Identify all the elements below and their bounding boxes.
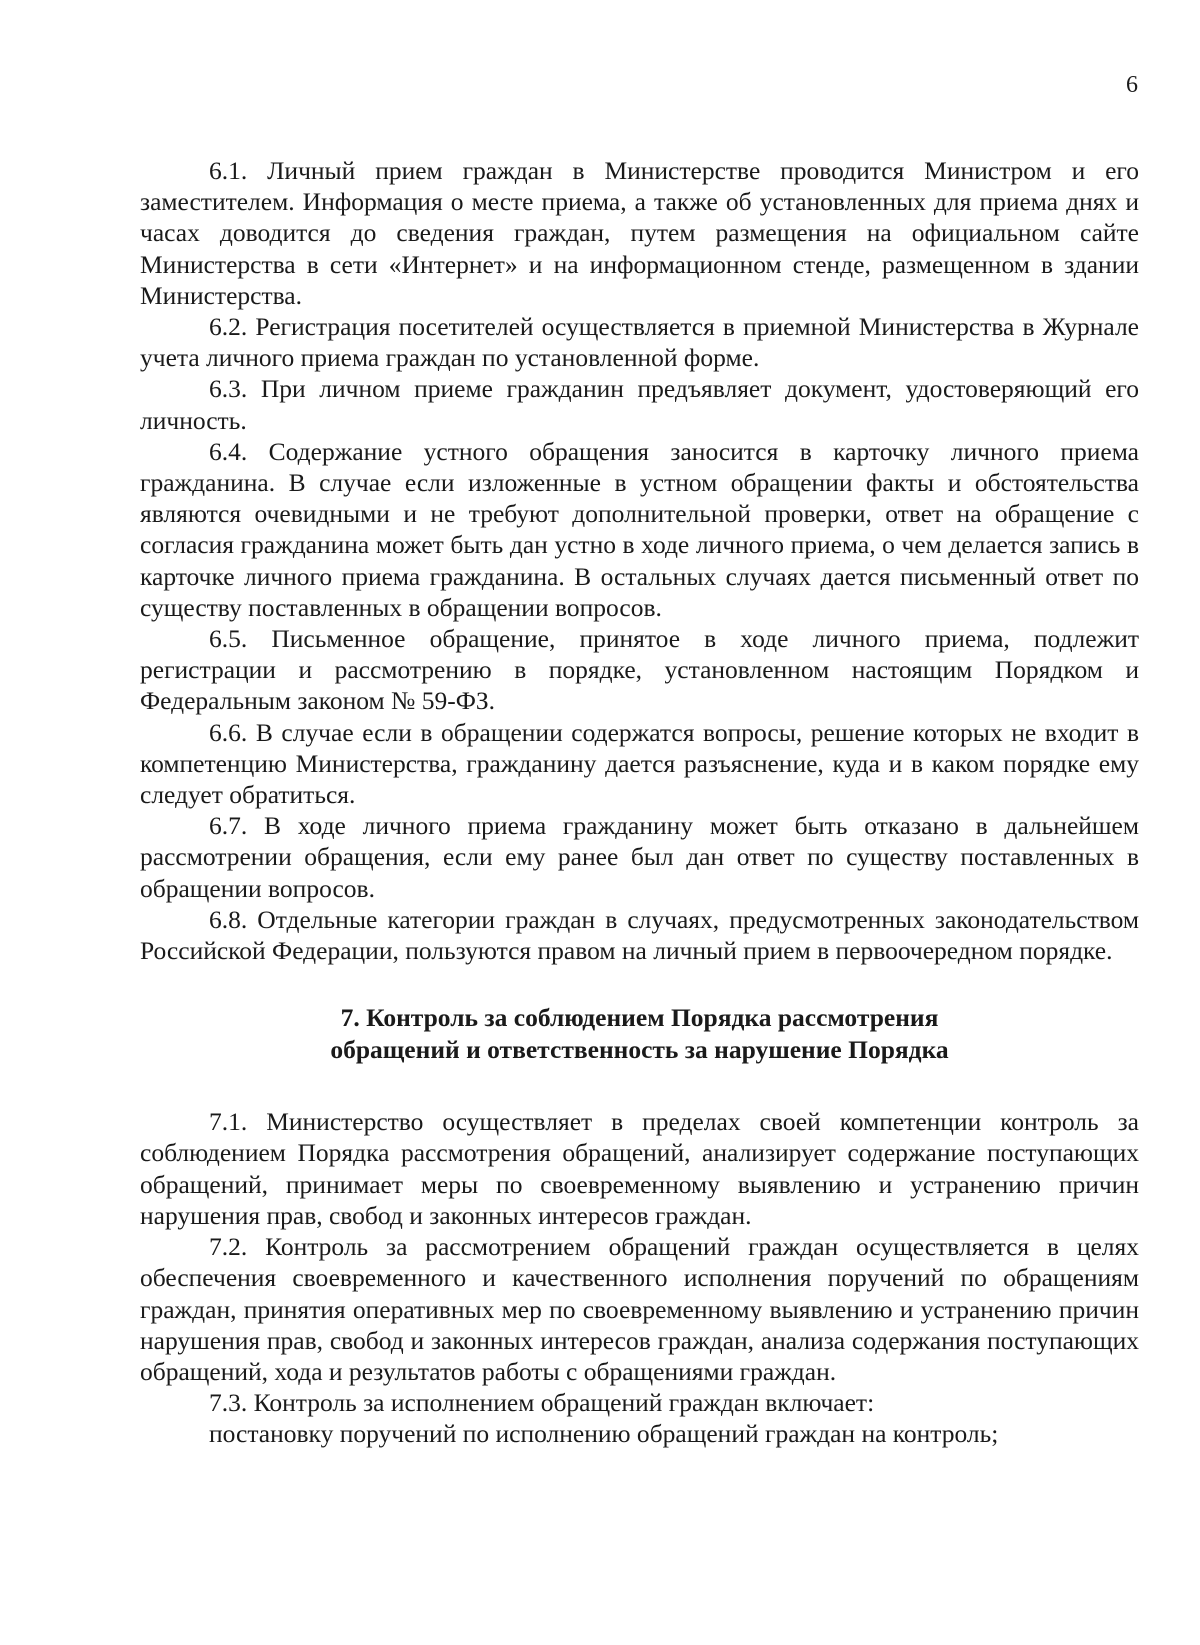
section-7-heading-line-1: 7. Контроль за соблюдением Порядка рассмотрения <box>340 1003 939 1033</box>
paragraph-6-6: 6.6. В случае если в обращении содержатся вопросы, решение которых не входит в компетенцию Министерства, гражданину дается разъяснение, куда и в каком порядке ему следует обратиться. <box>140 717 1139 810</box>
paragraph-6-7: 6.7. В ходе личного приема гражданину может быть отказано в дальнейшем рассмотрении обращения, если ему ранее был дан ответ по существу поставленных в обращении вопросов. <box>140 811 1139 903</box>
paragraph-7-3-item: постановку поручений по исполнению обращений граждан на контроль; <box>209 1419 999 1449</box>
paragraph-6-1: 6.1. Личный прием граждан в Министерстве проводится Министром и его заместителем. Информация о месте приема, а также об установленных для приема днях и часах доводится до сведения граждан, путем размещения на официальном сайте Министерства в сети «Интернет» и на информационном стенде, размещенном в здании Министерства. <box>140 156 1139 310</box>
paragraph-6-4: 6.4. Содержание устного обращения заносится в карточку личного приема гражданина. В случае если изложенные в устном обращении факты и обстоятельства являются очевидными и не требуют дополнительной проверки, ответ на обращение с согласия гражданина может быть дан устно в ходе личного приема, о чем делается запись в карточке личного приема гражданина. В остальных случаях дается письменный ответ по существу поставленных в обращении вопросов. <box>140 436 1139 622</box>
section-7-heading <box>140 1002 1139 1066</box>
paragraph-7-3: 7.3. Контроль за исполнением обращений граждан включает: <box>209 1388 875 1418</box>
section-7-heading-line-2: обращений и ответственность за нарушение Порядка <box>330 1035 949 1065</box>
paragraph-7-1: 7.1. Министерство осуществляет в пределах своей компетенции контроль за соблюдением Порядка рассмотрения обращений, анализирует содержание поступающих обращений, принимает меры по своевременному выявлению и устранению причин нарушения прав, свобод и законных интересов граждан. <box>140 1107 1139 1230</box>
document-body <box>140 155 1139 1450</box>
paragraph-6-8: 6.8. Отдельные категории граждан в случаях, предусмотренных законодательством Российской Федерации, пользуются правом на личный прием в первоочередном порядке. <box>140 904 1139 966</box>
paragraph-7-2: 7.2. Контроль за рассмотрением обращений граждан осуществляется в целях обеспечения своевременного и качественного исполнения поручений по обращениям граждан, принятия оперативных мер по своевременному выявлению и устранению причин нарушения прав, свобод и законных интересов граждан, анализа содержания поступающих обращений, хода и результатов работы с обращениями граждан. <box>140 1232 1139 1386</box>
paragraph-6-3: 6.3. При личном приеме гражданин предъявляет документ, удостоверяющий его личность. <box>140 374 1139 435</box>
paragraph-6-2: 6.2. Регистрация посетителей осуществляется в приемной Министерства в Журнале учета личного приема граждан по установленной форме. <box>140 312 1139 373</box>
paragraph-6-5: 6.5. Письменное обращение, принятое в ходе личного приема, подлежит регистрации и рассмотрению в порядке, установленном настоящим Порядком и Федеральным законом № 59-ФЗ. <box>140 624 1139 716</box>
page-number: 6 <box>1126 72 1138 98</box>
